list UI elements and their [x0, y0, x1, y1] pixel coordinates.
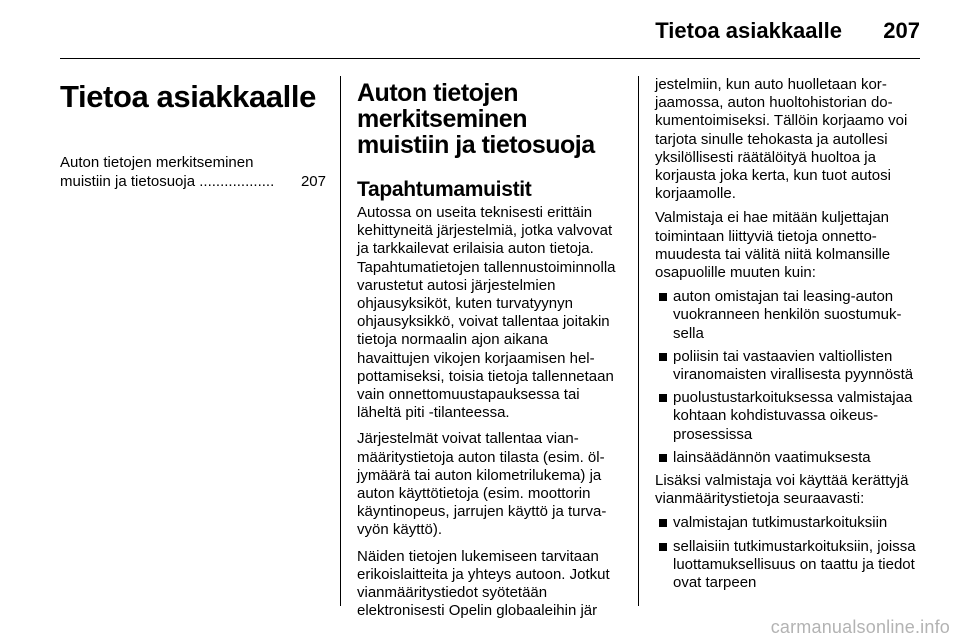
column-divider	[638, 76, 639, 606]
list-item	[655, 348, 925, 384]
toc-page-number: 207	[300, 173, 326, 190]
toc-entry-text: muistiin ja tietosuoja	[60, 173, 196, 190]
body-paragraph: Valmistaja ei hae mitään kuljettajan toimintaan liittyviä tietoja onnettomuudesta tai välitä niitä kolmansille osapuolille muuten kuin:	[655, 209, 891, 282]
watermark: carmanualsonline.info	[770, 617, 950, 637]
body-paragraph: Autossa on useita teknisesti erittäin kehittyneitä järjestelmiä, jotka valvovat ja tarkkailevat erilaisia auton tietoja. Tapahtumatietojen tallennustoiminnolla varustetut autosi järjestelmien ohjausyksiköt, kuten turvatyynyn ohjausyksikkö, voivat tallentaa joitakin tietoja normaalin ajon aikana havaittujen vikojen korjaamisen helpottamiseksi, toisia tietoja tallennetaan vain onnettomuustapauksessa tai läheltä piti -tilanteessa.	[357, 204, 616, 422]
header-rule	[60, 58, 920, 59]
list-item	[655, 538, 925, 593]
column-divider	[340, 76, 341, 606]
list-item-text: poliisin tai vastaavien valtiollisten viranomaisten virallisesta pyynnöstä	[673, 347, 914, 384]
body-paragraph: jestelmiin, kun auto huolletaan korjaamossa, auton huoltohistorian dokumentoimiseksi. Tällöin korjaamo voi tarjota sinulle tehokasta ja autollesi yksilöllisesti räätälöityä huoltoa ja korjausta joka kerta, kun tuot autosi korjaamolle.	[655, 76, 908, 203]
body-paragraph: Järjestelmät voivat tallentaa vianmääritystietoja auton tilasta (esim. öljymäärä tai auton kilometrilukema) ja auton käyttötietoja (esim. moottorin käyntinopeus, jarrujen käyttö ja turvavyön käyttö).	[357, 430, 607, 539]
square-bullet-icon	[659, 454, 667, 462]
bullet-list	[655, 514, 925, 592]
list-item	[655, 449, 925, 467]
list-item	[655, 514, 925, 532]
chapter-title: Tietoa asiakkaalle	[60, 79, 316, 114]
subsection-title: Tapahtumamuistit	[357, 178, 532, 201]
square-bullet-icon	[659, 394, 667, 402]
body-paragraph: Näiden tietojen lukemiseen tarvitaan erikoislaitteita ja yhteys autoon. Jotkut vianmääritystiedot syötetään elektronisesti Opelin globaaleihin jär	[357, 547, 610, 620]
square-bullet-icon	[659, 293, 667, 301]
section-title: Auton tietojen merkitseminen muistiin ja tietosuoja	[357, 79, 595, 159]
bullet-list	[655, 288, 925, 467]
list-item	[655, 288, 925, 343]
header-title: Tietoa asiakkaalle	[655, 18, 842, 43]
list-item	[655, 389, 925, 444]
list-item-text: puolustustarkoituksessa valmistajaa kohtaan kohdistuvassa oikeusprosessissa	[673, 389, 913, 443]
body-paragraph: Lisäksi valmistaja voi käyttää kerättyjä vianmääritystietoja seuraavasti:	[655, 472, 909, 508]
toc-entry-line1: Auton tietojen merkitseminen	[60, 154, 254, 171]
square-bullet-icon	[659, 543, 667, 551]
table-of-contents	[60, 153, 326, 191]
toc-entry-line2	[60, 172, 326, 191]
toc-leader-dots: ..................	[199, 173, 275, 190]
middle-column	[357, 76, 621, 628]
list-item-text: sellaisiin tutkimustarkoituksiin, joissa luottamuksellisuus on taattu ja tiedot ovat tarpeen	[673, 537, 916, 592]
list-item-text: valmistajan tutkimustarkoituksiin	[673, 514, 888, 532]
list-item-text: lainsäädännön vaatimuksesta	[673, 448, 871, 466]
right-column	[655, 76, 925, 597]
square-bullet-icon	[659, 353, 667, 361]
square-bullet-icon	[659, 519, 667, 527]
list-item-text: auton omistajan tai leasing-auton vuokranneen henkilön suostumuksella	[673, 288, 902, 342]
page-number: 207	[883, 18, 920, 43]
page-header	[60, 18, 920, 56]
left-column	[60, 76, 326, 191]
toc-entry[interactable]	[60, 153, 326, 191]
